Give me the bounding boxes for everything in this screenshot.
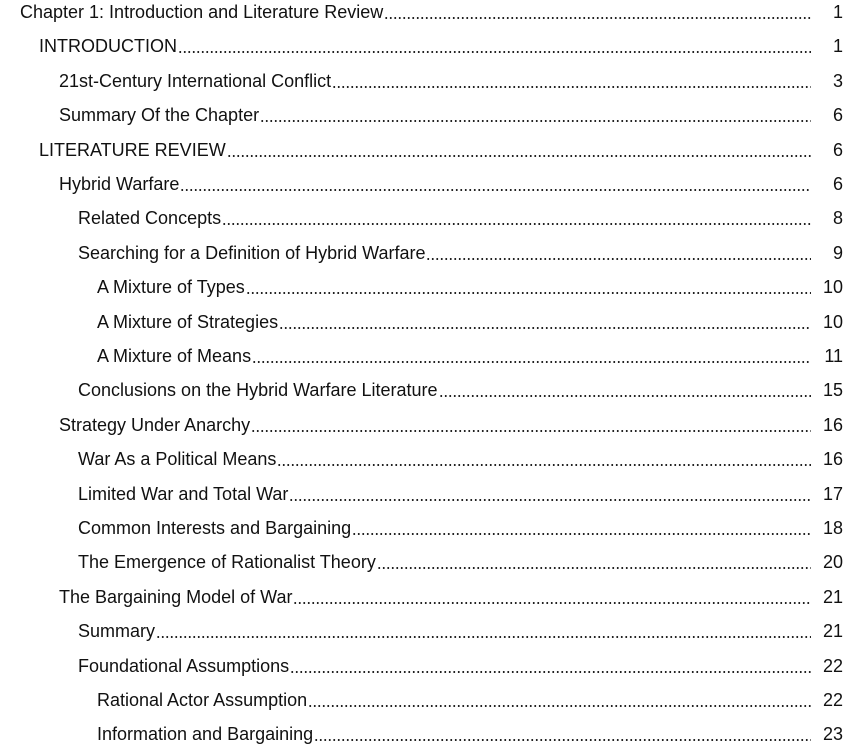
toc-entry-title: Common Interests and Bargaining	[78, 518, 352, 538]
toc-entry[interactable]	[0, 547, 849, 577]
toc-entry[interactable]	[0, 307, 849, 337]
toc-entry[interactable]	[0, 375, 849, 405]
dot-leader	[260, 104, 811, 126]
toc-entry[interactable]	[0, 479, 849, 509]
toc-entry[interactable]	[0, 135, 849, 165]
toc-entry-page-number: 6	[832, 139, 843, 160]
dot-leader	[251, 414, 811, 436]
toc-entry[interactable]	[0, 100, 849, 130]
toc-entry[interactable]	[0, 616, 849, 646]
toc-entry-title: Limited War and Total War	[78, 483, 289, 504]
toc-entry[interactable]	[0, 444, 849, 474]
toc-entry[interactable]	[0, 651, 849, 681]
toc-entry[interactable]	[0, 582, 849, 612]
toc-entry-page-number: 22	[822, 655, 843, 676]
toc-entry-page-number: 15	[822, 380, 843, 401]
toc-entry[interactable]	[0, 169, 849, 199]
toc-entry-title: The Bargaining Model of War	[59, 586, 293, 607]
dot-leader	[439, 379, 812, 401]
dot-leader	[308, 689, 811, 711]
dot-leader	[377, 551, 811, 573]
toc-entry-title: LITERATURE REVIEW	[39, 139, 226, 160]
dot-leader	[180, 173, 811, 195]
toc-entry-title: Conclusions on the Hybrid Warfare Literature	[78, 380, 438, 401]
toc-entry-page-number: 10	[822, 277, 843, 298]
dot-leader	[289, 483, 811, 505]
toc-entry-title: The Emergence of Rationalist Theory	[78, 552, 376, 573]
toc-entry-page-number: 18	[822, 518, 843, 538]
toc-entry-page-number: 6	[832, 174, 843, 194]
dot-leader	[227, 139, 811, 161]
toc-entry-page-number: 1	[832, 2, 843, 22]
toc-entry[interactable]	[0, 66, 849, 96]
toc-entry-title: Chapter 1: Introduction and Literature Review	[20, 2, 384, 22]
toc-entry-title: Information and Bargaining	[97, 724, 314, 745]
dot-leader	[293, 586, 811, 608]
toc-entry-page-number: 3	[832, 70, 843, 91]
toc-entry-page-number: 17	[822, 483, 843, 504]
toc-entry-page-number: 1	[832, 36, 843, 57]
dot-leader	[222, 207, 811, 229]
toc-entry-title: Summary Of the Chapter	[59, 105, 260, 126]
dot-leader	[277, 448, 811, 470]
toc-entry-page-number: 21	[822, 586, 843, 607]
toc-entry-page-number: 23	[822, 724, 843, 745]
dot-leader	[156, 620, 811, 642]
toc-entry[interactable]	[0, 513, 849, 543]
toc-entry-title: Strategy Under Anarchy	[59, 414, 251, 435]
dot-leader	[290, 655, 811, 677]
toc-entry-page-number: 16	[822, 449, 843, 470]
dot-leader	[332, 70, 811, 92]
toc-entry-page-number: 9	[832, 242, 843, 263]
toc-entry[interactable]	[0, 238, 849, 268]
toc-entry-title: Searching for a Definition of Hybrid Warfare	[78, 242, 426, 263]
toc-entry[interactable]	[0, 341, 849, 371]
dot-leader	[384, 1, 811, 23]
dot-leader	[314, 723, 811, 745]
toc-entry-title: War As a Political Means	[78, 449, 277, 470]
toc-entry-page-number: 10	[822, 311, 843, 332]
toc-entry-page-number: 11	[824, 346, 843, 366]
dot-leader	[252, 345, 811, 367]
toc-entry[interactable]	[0, 719, 849, 749]
toc-entry-page-number: 21	[822, 621, 843, 642]
dot-leader	[178, 35, 811, 57]
toc-entry-title: 21st-Century International Conflict	[59, 70, 332, 91]
toc-entry[interactable]	[0, 0, 849, 27]
toc-entry-title: A Mixture of Means	[97, 346, 252, 366]
toc-entry-page-number: 20	[822, 552, 843, 573]
toc-entry-title: A Mixture of Types	[97, 277, 245, 298]
toc-entry-page-number: 6	[832, 105, 843, 126]
toc-entry-title: Related Concepts	[78, 208, 222, 229]
toc-entry-page-number: 22	[822, 690, 843, 710]
toc-entry-title: Summary	[78, 621, 156, 642]
toc-entry[interactable]	[0, 410, 849, 440]
dot-leader	[352, 517, 811, 539]
toc-entry-title: Rational Actor Assumption	[97, 690, 308, 710]
toc-entry[interactable]	[0, 203, 849, 233]
dot-leader	[426, 242, 811, 264]
toc-entry-page-number: 16	[822, 414, 843, 435]
toc-entry[interactable]	[0, 685, 849, 715]
toc-entry[interactable]	[0, 31, 849, 61]
toc-entry-title: INTRODUCTION	[39, 36, 177, 57]
dot-leader	[279, 311, 811, 333]
dot-leader	[246, 276, 811, 298]
toc-entry-page-number: 8	[832, 208, 843, 229]
toc-entry[interactable]	[0, 272, 849, 302]
toc-entry-title: Hybrid Warfare	[59, 174, 180, 194]
toc-entry-title: Foundational Assumptions	[78, 655, 290, 676]
toc-entry-title: A Mixture of Strategies	[97, 311, 279, 332]
